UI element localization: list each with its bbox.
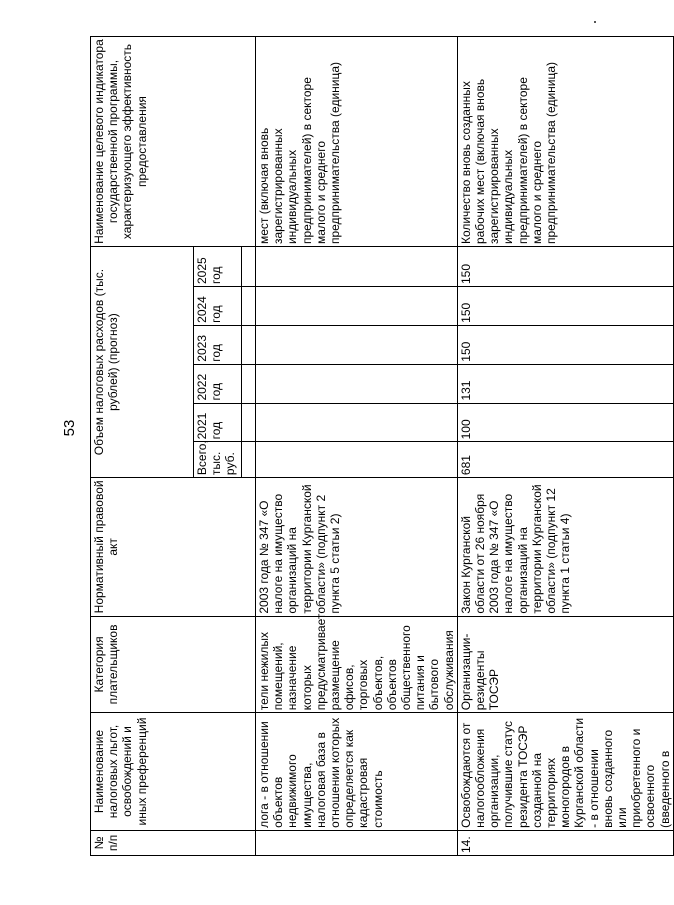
page-number: 53 [61, 419, 78, 437]
scan-speck [594, 21, 596, 23]
target-indicator: мест (включая вновь зарегистрированных индивидуальных предпринимателей) в секторе малого и среднего предпринимательства (единица) [256, 37, 458, 247]
header-tax-expenditure-volume: Объем налоговых расходов (тыс. рублей) (прогноз) [91, 247, 194, 478]
spacer-cell [242, 325, 256, 364]
value-2022 [256, 364, 458, 403]
spacer-cell [242, 403, 256, 442]
header-year-2022: 2022 год [194, 364, 242, 403]
benefit-name: лога - в отношении объектов недвижимого имущества, налоговая база в отношении которых определяется как кадастровая стоимость [256, 713, 458, 831]
value-2021 [256, 403, 458, 442]
header-year-2024: 2024 год [194, 287, 242, 326]
total-value [256, 442, 458, 478]
value-2022: 131 [457, 364, 673, 403]
legal-act: 2003 года № 347 «О налоге на имущество организаций на территории Курганской области» (подпункт 2 пункта 5 статьи 2) [256, 478, 458, 617]
header-number: № п/п [91, 830, 256, 855]
header-target-indicator: Наименование целевого индикатора государственной программы, характеризующего эффективность предоставления [91, 37, 256, 247]
spacer-cell [242, 364, 256, 403]
spacer-cell [242, 247, 256, 287]
value-2023: 150 [457, 325, 673, 364]
value-2021: 100 [457, 403, 673, 442]
row-number [256, 830, 458, 855]
spacer-cell [242, 442, 256, 478]
header-year-2023: 2023 год [194, 325, 242, 364]
value-2025 [256, 247, 458, 287]
legal-act: Закон Курганской области от 26 ноября 2003 года № 347 «О налоге на имущество организаций на территории Курганской области» (подпункт 12 пункта 1 статьи 4) [457, 478, 673, 617]
benefit-name: Освобождаются от налогообложения организации, получившие статус резидента ТОСЭР созданной на территориях моногородов в Курганской области - в отношении вновь созданного или приобретенного и освоенного (введенного в [457, 713, 673, 831]
value-2024 [256, 287, 458, 326]
header-benefit-name: Наименование налоговых льгот, освобождений и иных преференций [91, 713, 256, 831]
header-legal-act: Нормативный правовой акт [91, 478, 256, 617]
value-2024: 150 [457, 287, 673, 326]
spacer-cell [242, 287, 256, 326]
row-number: 14. [457, 830, 673, 855]
table-row [457, 37, 673, 856]
target-indicator: Количество вновь созданных рабочих мест (включая вновь зарегистрированных индивидуальных предпринимателей) в секторе малого и среднего предпринимательства (единица) [457, 37, 673, 247]
header-taxpayer-category: Категория плательщиков [91, 616, 256, 713]
total-value: 681 [457, 442, 673, 478]
header-total: Всего, тыс. руб. [194, 442, 242, 478]
taxpayer-category: тели нежилых помещений, назначение которых предусматривает размещение офисов, торговых объектов, объектов общественного питания и бытового обслуживания [256, 616, 458, 713]
table-row [256, 37, 458, 856]
header-year-2025: 2025 год [194, 247, 242, 287]
header-year-2021: 2021 год [194, 403, 242, 442]
taxpayer-category: Организации-резиденты ТОСЭР [457, 616, 673, 713]
value-2023 [256, 325, 458, 364]
tax-expenditures-table [90, 36, 674, 856]
value-2025: 150 [457, 247, 673, 287]
rotated-page-content [90, 36, 672, 856]
